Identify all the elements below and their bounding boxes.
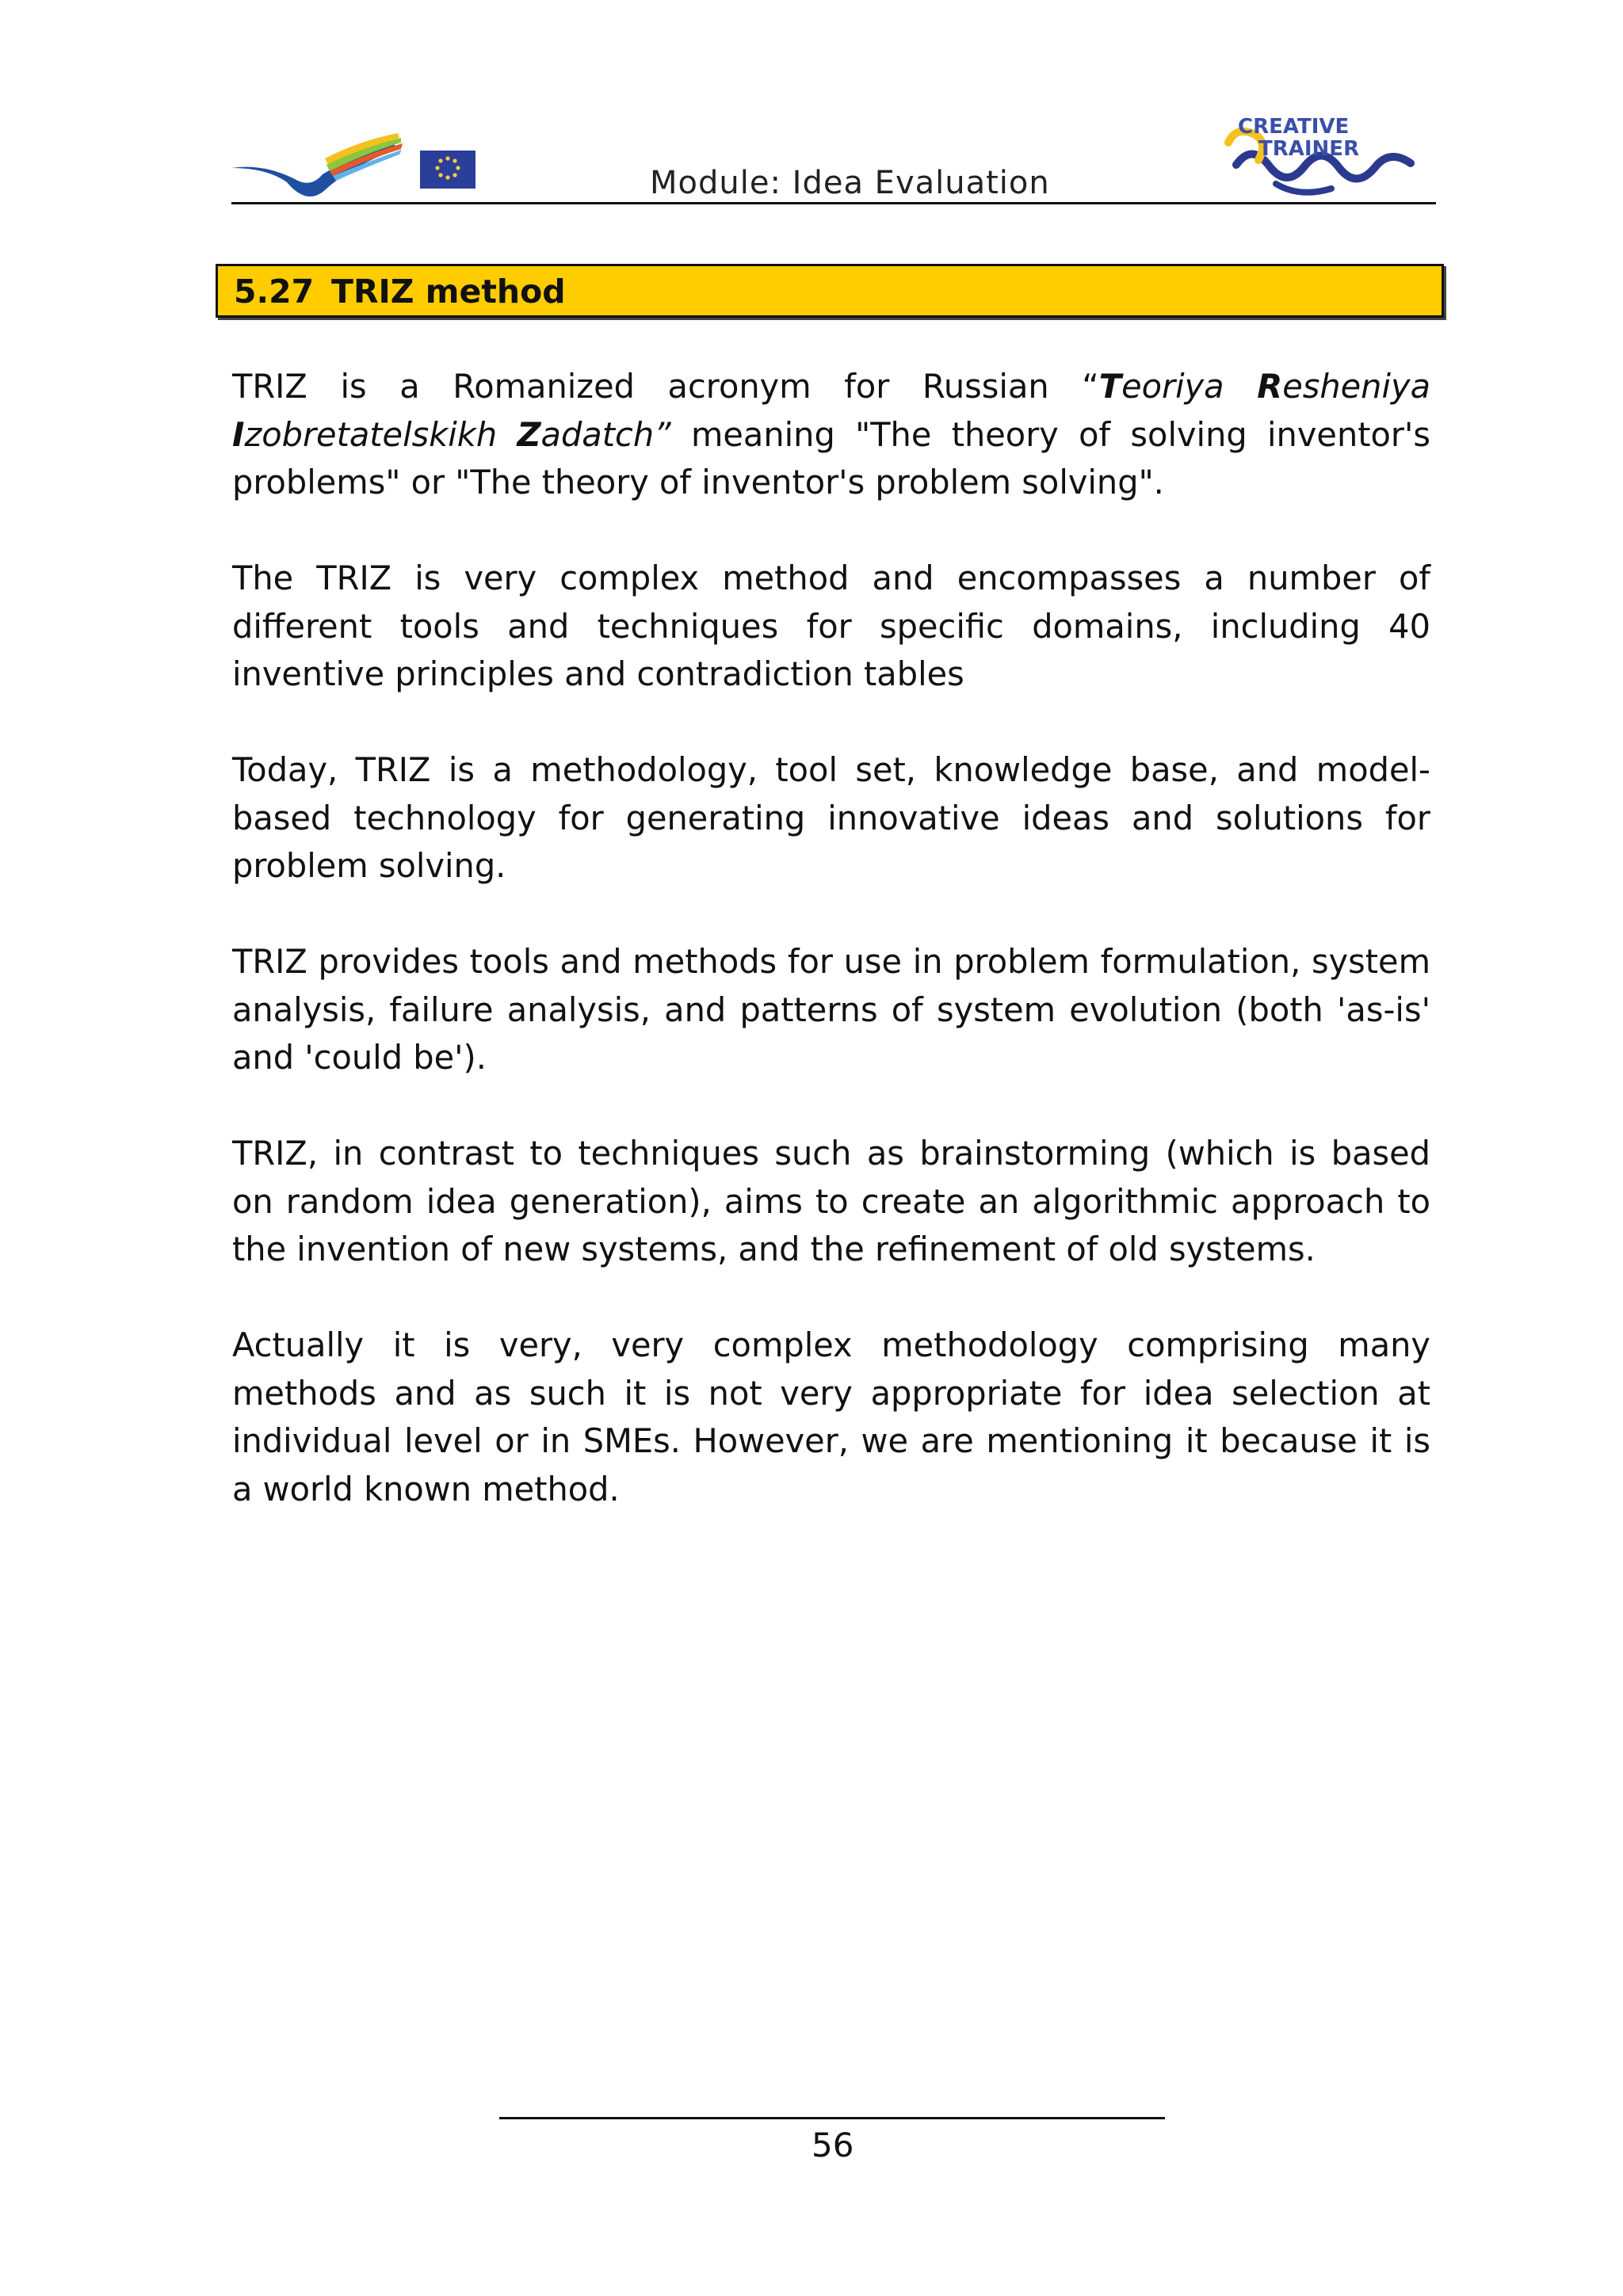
acronym-word-izobretatelskikh: zobretatelskikh [244, 414, 517, 454]
paragraph-2: The TRIZ is very complex method and encompasses a number of different tools and techniques for specific domains, including 40 inventive principles and contradiction tables [232, 559, 1430, 693]
paragraph-6: Actually it is very, very complex methodology comprising many methods and as such it is not very appropriate for idea selection at individual level or in SMEs. However, we are mentioning it because it is a world known method. [232, 1325, 1430, 1508]
paragraph-1 [232, 363, 1430, 507]
logo-line1: CREATIVE [1238, 115, 1350, 139]
logo-line2: TRAINER [1258, 137, 1360, 161]
section-number: 5.27 [234, 273, 315, 311]
program-logo [231, 127, 493, 200]
acronym-letter-i: I [232, 414, 245, 454]
paragraph-5: TRIZ, in contrast to techniques such as brainstorming (which is based on random idea generation), aims to create an algorithmic approach to the invention of new systems, and the refinement of old systems. [232, 1134, 1430, 1268]
acronym-letter-z: Z [517, 414, 541, 454]
acronym-word-resheniya: esheniya [1282, 367, 1430, 406]
creative-trainer-logo [1220, 111, 1425, 200]
body-text [232, 363, 1430, 1562]
paragraph-4: TRIZ provides tools and methods for use in problem formulation, system analysis, failure analysis, and patterns of system evolution (both 'as-is' and 'could be'). [232, 942, 1430, 1077]
p1-start: TRIZ is a Romanized acronym for Russian “ [232, 367, 1099, 406]
p1-end: meaning "The theory of solving inventor's problems" or "The theory of inventor's problem solving". [232, 414, 1431, 502]
section-title: TRIZ method [331, 273, 566, 311]
module-title: Module: Idea Evaluation [650, 165, 1050, 201]
paragraph-3: Today, TRIZ is a methodology, tool set, knowledge base, and model-based technology for generating innovative ideas and solutions for problem solving. [232, 750, 1430, 885]
section-heading [216, 264, 1444, 318]
footer-rule [499, 2117, 1165, 2119]
acronym-letter-t: T [1098, 367, 1122, 406]
acronym-letter-r: R [1257, 367, 1283, 406]
acronym-word-teoriya: eoriya [1121, 367, 1258, 406]
page-number: 56 [812, 2126, 854, 2164]
eu-flag-icon [420, 151, 475, 189]
acronym-word-zadatch: adatch” [540, 414, 671, 454]
header-rule [231, 202, 1436, 204]
program-swoosh-logo [231, 133, 403, 196]
